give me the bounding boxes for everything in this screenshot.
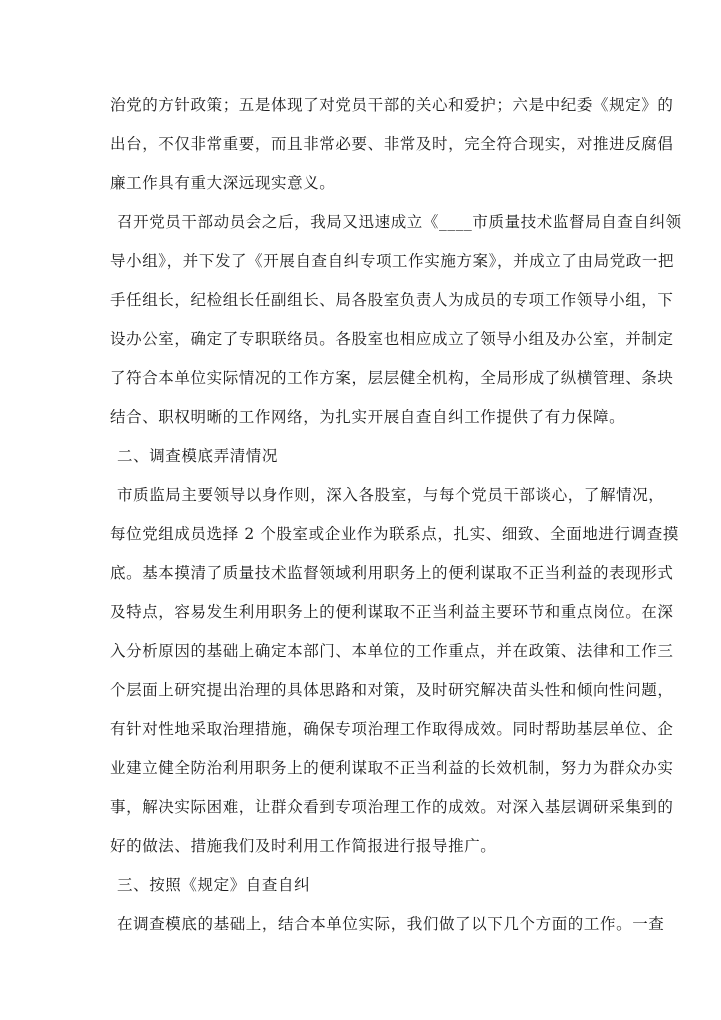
section-heading: 三、按照《规定》自查自纠 — [117, 876, 311, 894]
paragraph-line: 个层面上研究提出治理的具体思路和对策，及时研究解决苗头性和倾向性问题， — [110, 681, 674, 699]
paragraph-line: 好的做法、措施我们及时利用工作简报进行报导推广。 — [110, 837, 497, 855]
paragraph-line: 治党的方针政策；五是体现了对党员干部的关心和爱护；六是中纪委《规定》的 — [110, 96, 674, 114]
paragraph-line: 入分析原因的基础上确定本部门、本单位的工作重点，并在政策、法律和工作三 — [110, 642, 674, 660]
paragraph-line: 业建立健全防治利用职务上的便利谋取不正当利益的长效机制，努力为群众办实 — [110, 759, 674, 777]
paragraph-line: 廉工作具有重大深远现实意义。 — [110, 174, 336, 192]
paragraph-line: 召开党员干部动员会之后，我局又迅速成立《____市质量技术监督局自查自纠领 — [117, 213, 682, 231]
paragraph-line: 设办公室，确定了专职联络员。各股室也相应成立了领导小组及办公室，并制定 — [110, 330, 674, 348]
paragraph-line: 每位党组成员选择 2 个股室或企业作为联系点，扎实、细致、全面地进行调查摸 — [110, 525, 679, 543]
paragraph-line: 结合、职权明晰的工作网络，为扎实开展自查自纠工作提供了有力保障。 — [110, 408, 626, 426]
paragraph-line: 及特点，容易发生利用职务上的便利谋取不正当利益主要环节和重点岗位。在深 — [110, 603, 674, 621]
paragraph-line: 出台，不仅非常重要，而且非常必要、非常及时，完全符合现实，对推进反腐倡 — [110, 135, 674, 153]
paragraph-line: 在调查模底的基础上，结合本单位实际，我们做了以下几个方面的工作。一查 — [117, 915, 665, 933]
paragraph-line: 事，解决实际困难，让群众看到专项治理工作的成效。对深入基层调研采集到的 — [110, 798, 674, 816]
section-heading: 二、调查模底弄清情况 — [117, 447, 279, 465]
paragraph-line: 市质监局主要领导以身作则，深入各股室，与每个党员干部谈心，了解情况， — [117, 486, 665, 504]
paragraph-line: 手任组长，纪检组长任副组长、局各股室负责人为成员的专项工作领导小组，下 — [110, 291, 674, 309]
paragraph-line: 了符合本单位实际情况的工作方案，层层健全机构，全局形成了纵横管理、条块 — [110, 369, 674, 387]
paragraph-line: 有针对性地采取治理措施，确保专项治理工作取得成效。同时帮助基层单位、企 — [110, 720, 674, 738]
paragraph-line: 导小组》，并下发了《开展自查自纠专项工作实施方案》，并成立了由局党政一把 — [110, 252, 675, 270]
paragraph-line: 底。基本摸清了质量技术监督领域利用职务上的便利谋取不正当利益的表现形式 — [110, 564, 674, 582]
